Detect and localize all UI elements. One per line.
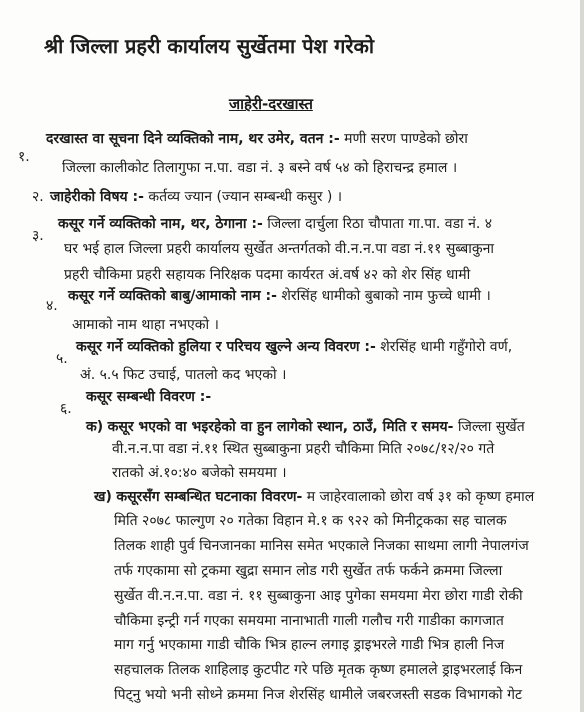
page-edge bbox=[580, 0, 584, 712]
narrative-line: सहचालक तिलक शाहिलाइ कुटपीट गरे पछि मृतक कृष्ण हमालले ड्राइभरलाई किन bbox=[114, 662, 523, 678]
item-label: कसूर सम्बन्धी विवरण :- bbox=[86, 389, 212, 405]
sub-item-label: कसूर भएको वा भइरहेको वा हुन लागेको स्थान, ठाउँ, मिति र समय- bbox=[107, 419, 454, 435]
narrative-line: सुर्खेत वी.न.न.पा. वडा नं. ११ सुब्बाकुना आइ पुगेका समयमा मेरा छोरा गाडी रोकी bbox=[114, 588, 523, 604]
item-number: २. bbox=[32, 189, 44, 205]
sub-item-line: रातको अं.१०:४० बजेको समयमा । bbox=[112, 465, 287, 481]
sub-item-line: वी.न.न.पा वडा नं.११ स्थित सुब्बाकुना प्रहरी चौकिमा मिति २०७८/१२/२० गते bbox=[112, 441, 495, 457]
item-line: प्रहरी चौकिमा प्रहरी सहायक निरिक्षक पदमा कार्यरत अं.वर्ष ४२ को शेर सिंह धामी bbox=[64, 267, 471, 283]
sub-item-label: कसूरसँग सम्बन्धित घटनाका विवरण- bbox=[116, 489, 303, 505]
item-line: अं. ५.५ फिट उचाई, पातलो कद भएको । bbox=[80, 367, 287, 383]
item-number: ४. bbox=[46, 298, 58, 314]
item-value: कर्तव्य ज्यान (ज्यान सम्बन्धी कसुर ) । bbox=[148, 189, 343, 205]
item-value: शेरसिंह धामी गहुँगोरो वर्ण, bbox=[380, 339, 513, 355]
narrative-line: तर्फ गएकामा सो ट्रकमा खुद्रा समान लोड गरी सुर्खेत तर्फ फर्कने क्रममा जिल्ला bbox=[114, 563, 503, 579]
item-label: जाहेरीको विषय :- bbox=[50, 189, 144, 205]
sub-item-line bbox=[86, 418, 525, 436]
item-line bbox=[68, 287, 491, 305]
item-line bbox=[46, 130, 468, 148]
item-number: ५. bbox=[56, 351, 68, 367]
item-value: जिल्ला दार्चुला रिठा चौपाता गा.पा. वडा नं. ४ bbox=[267, 216, 493, 232]
item-line: आमाको नाम थाहा नभएको । bbox=[72, 317, 219, 333]
item-line bbox=[76, 338, 512, 356]
document-subtitle: जाहेरी-दरखास्त bbox=[229, 95, 313, 113]
item-number: १. bbox=[18, 149, 30, 165]
item-number: ३. bbox=[32, 228, 44, 244]
sub-item-value: म जाहेरवालाको छोरा वर्ष ३१ को कृष्ण हमाल bbox=[306, 489, 535, 505]
narrative-line: मिति २०७८ फाल्गुण २० गतेका विहान मे.१ क ९२२ को मिनीट्रकका सह चालक bbox=[114, 513, 507, 529]
item-line bbox=[50, 188, 342, 206]
item-value: शेरसिंह धामीको बुबाको नाम फुच्चे धामी । bbox=[281, 288, 491, 304]
item-label: दरखास्त वा सूचना दिने व्यक्तिको नाम, थर उमेर, वतन :- bbox=[46, 131, 340, 147]
narrative-line: चौकिमा इन्ट्री गर्न गएका समयमा नानाभाती गाली गलौच गरी गाडीका कागजात bbox=[114, 613, 504, 629]
narrative-line: माग गर्नु भएकामा गाडी चौकि भित्र हाल्न लगाइ ड्राइभरले गाडी भित्र हाली निज bbox=[114, 637, 505, 653]
sub-item-line bbox=[94, 488, 534, 506]
item-line bbox=[58, 215, 492, 233]
item-label: कसूर गर्ने व्यक्तिको नाम, थर, ठेगाना :- bbox=[58, 216, 263, 232]
document-title: श्री जिल्ला प्रहरी कार्यालय सुर्खेतमा पेश गरेको bbox=[44, 34, 375, 58]
narrative-line: पिट्नु भयो भनी सोध्ने क्रममा निज शेरसिंह धामीले जबरजस्ती सडक विभागको गेट bbox=[114, 687, 523, 703]
item-line: घर भई हाल जिल्ला प्रहरी कार्यालय सुर्खेत अन्तर्गतको वी.न.न.पा वडा नं.११ सुब्बाकुना bbox=[64, 241, 494, 257]
item-label: कसूर गर्ने व्यक्तिको हुलिया र परिचय खुल्ने अन्य विवरण :- bbox=[76, 339, 376, 355]
item-number: ६. bbox=[60, 401, 72, 417]
narrative-line: तिलक शाही पुर्व चिनजानका मानिस समेत भएकाले निजका साथमा लागी नेपालगंज bbox=[114, 538, 529, 554]
item-value: मणी सरण पाण्डेको छोरा bbox=[344, 131, 468, 147]
sub-item-number: ख) bbox=[94, 489, 112, 505]
sub-item-number: क) bbox=[86, 419, 104, 435]
item-line: जिल्ला कालीकोट तिलागुफा न.पा. वडा नं. ३ बस्ने वर्ष ५४ को हिराचन्द्र हमाल । bbox=[62, 160, 458, 176]
sub-item-value: जिल्ला सुर्खेत bbox=[457, 419, 525, 435]
item-label: कसूर गर्ने व्यक्तिको बाबु/आमाको नाम :- bbox=[68, 288, 277, 304]
